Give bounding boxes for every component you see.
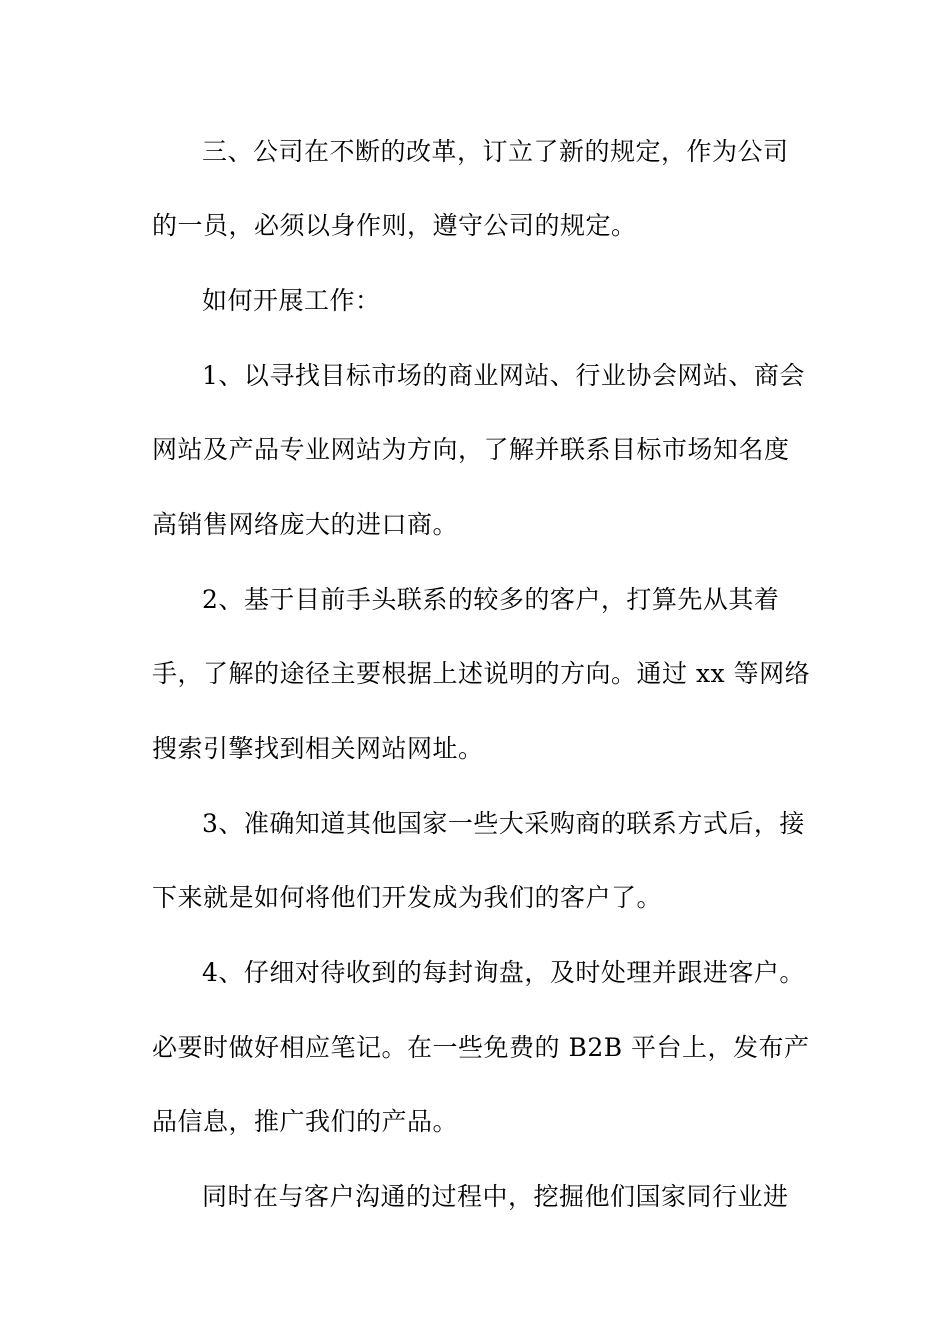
text-line: 网站及产品专业网站为方向，了解并联系目标市场知名度 bbox=[152, 435, 790, 464]
text-line: 4、仔细对待收到的每封询盘，及时处理并跟进客户。 bbox=[202, 958, 805, 987]
text-line: 高销售网络庞大的进口商。 bbox=[152, 510, 459, 539]
text-line: 如何开展工作： bbox=[202, 286, 381, 315]
text-line: 手，了解的途径主要根据上述说明的方向。通过 xx 等网络 bbox=[152, 659, 811, 688]
text-line: 必要时做好相应笔记。在一些免费的 B2B 平台上，发布产 bbox=[152, 1033, 810, 1062]
text-line: 的一员，必须以身作则，遵守公司的规定。 bbox=[152, 211, 637, 240]
text-line: 搜索引擎找到相关网站网址。 bbox=[152, 734, 484, 763]
text-line: 1、以寻找目标市场的商业网站、行业协会网站、商会 bbox=[202, 361, 805, 390]
text-line: 2、基于目前手头联系的较多的客户，打算先从其着 bbox=[202, 585, 780, 614]
text-line: 品信息，推广我们的产品。 bbox=[152, 1107, 459, 1136]
text-line: 下来就是如何将他们开发成为我们的客户了。 bbox=[152, 883, 663, 912]
text-line: 3、准确知道其他国家一些大采购商的联系方式后，接 bbox=[202, 809, 805, 838]
text-line: 三、公司在不断的改革，订立了新的规定，作为公司 bbox=[202, 137, 789, 166]
text-line: 同时在与客户沟通的过程中，挖掘他们国家同行业进 bbox=[202, 1182, 789, 1211]
